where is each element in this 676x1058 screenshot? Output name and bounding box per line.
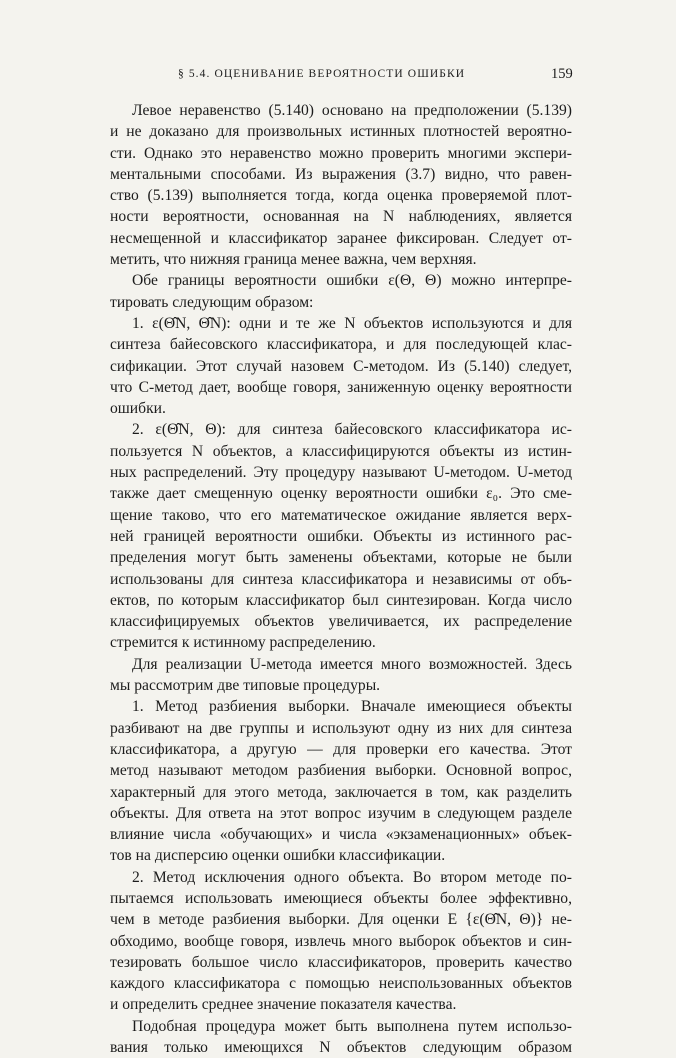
text-line: ментальными способами. Из выражения (3.7) видно, что равен- — [110, 165, 572, 183]
paragraph — [88, 270, 572, 313]
text-line: и определить среднее значение показателя качества. — [110, 996, 457, 1014]
text-line: 2. ε(Θ̂N, Θ): для синтеза байесовского классификатора ис- — [132, 421, 572, 439]
page-body — [88, 100, 572, 1058]
text-line: использованы для синтеза классификатора и независимы от объ- — [110, 570, 572, 588]
text-line: мы рассмотрим две типовые процедуры. — [110, 677, 381, 695]
text-line: сти. Однако это неравенство можно проверить многими экспери- — [110, 144, 572, 162]
paragraph — [88, 100, 572, 270]
text-line: тировать следующим образом: — [110, 293, 314, 311]
paragraph — [88, 867, 572, 1016]
text-line: ней границей вероятности ошибки. Объекты из истинного рас- — [110, 527, 572, 545]
text-line: ство (5.139) выполняется тогда, когда оценка проверяемой плот- — [110, 187, 572, 205]
text-line: щение таково, что его математическое ожидание является верх- — [110, 506, 572, 524]
text-line: метод называют методом разбиения выборки. Основной вопрос, — [110, 762, 572, 780]
text-line: Обе границы вероятности ошибки ε(Θ, Θ) можно интерпре- — [132, 272, 572, 290]
text-line: несмещенной и классификатор заранее фиксирован. Следует от- — [110, 229, 572, 247]
text-line: также дает смещенную оценку вероятности ошибки ε₀. Это сме- — [110, 485, 572, 503]
text-line: и не доказано для произвольных истинных плотностей вероятно- — [110, 123, 572, 141]
text-line: ных распределений. Эту процедуру называют U-методом. U-метод — [110, 464, 572, 482]
text-line: стремится к истинному распределению. — [110, 634, 376, 652]
running-head: § 5.4. ОЦЕНИВАНИЕ ВЕРОЯТНОСТИ ОШИБКИ — [178, 68, 466, 80]
text-line: синтеза байесовского классификатора, и для последующей клас- — [110, 336, 572, 354]
text-line: Подобная процедура может быть выполнена путем использо- — [132, 1017, 572, 1035]
text-line: пределения могут быть заменены объектами, которые не были — [110, 549, 572, 567]
text-line: классифицируемых объектов увеличивается, их распределение — [110, 613, 572, 631]
text-line: каждого классификатора с помощью неиспользованных объектов — [110, 975, 572, 993]
text-line: 2. Метод исключения одного объекта. Во втором методе по- — [132, 868, 572, 886]
paragraph — [88, 654, 572, 697]
text-line: 1. ε(Θ̂N, Θ̂N): одни и те же N объектов используются и для — [132, 314, 572, 332]
text-line: метить, что нижняя граница менее важна, чем верхняя. — [110, 251, 477, 269]
text-line: пользуется N объектов, а классифицируются объекты из истин- — [110, 442, 572, 460]
text-line: ошибки. — [110, 400, 166, 418]
paragraph — [88, 313, 572, 419]
paragraph — [88, 1016, 572, 1058]
text-line: что С-метод дает, вообще говоря, заниженную оценку вероятности — [110, 378, 572, 396]
text-line: влияние числа «обучающих» и числа «экзаменационных» объек- — [110, 826, 572, 844]
page-number: 159 — [551, 66, 573, 82]
text-line: пытаемся использовать имеющиеся объекты более эффективно, — [110, 889, 572, 907]
text-line: разбивают на две группы и используют одну из них для синтеза — [110, 719, 572, 737]
text-line: ектов, по которым классификатор был синтезирован. Когда число — [110, 591, 572, 609]
text-line: классификатора, а другую — для проверки его качества. Этот — [110, 740, 572, 758]
text-line: тов на дисперсию оценки ошибки классификации. — [110, 847, 446, 865]
paragraph — [88, 696, 572, 866]
text-line: объекты. Для ответа на этот вопрос изучим в следующем разделе — [110, 804, 572, 822]
text-line: Левое неравенство (5.140) основано на предположении (5.139) — [132, 102, 572, 119]
text-line: обходимо, вообще говоря, извлечь много выборок объектов и син- — [110, 932, 572, 950]
text-line: ности вероятности, основанная на N наблюдениях, является — [110, 208, 572, 226]
paragraph — [88, 419, 572, 653]
text-line: характерный для этого метода, заключается в том, как разделить — [110, 783, 572, 801]
text-line: 1. Метод разбиения выборки. Вначале имеющиеся объекты — [132, 698, 572, 716]
page-header — [0, 64, 676, 86]
text-line: вания только имеющихся N объектов следующим образом — [110, 1039, 572, 1057]
text-line: Для реализации U-метода имеется много возможностей. Здесь — [132, 655, 572, 673]
text-line: чем в методе разбиения выборки. Для оценки E {ε(Θ̂N, Θ)} не- — [110, 911, 572, 929]
text-line: сификации. Этот случай назовем С-методом. Из (5.140) следует, — [110, 357, 572, 375]
text-line: тезировать большое число классификаторов, проверить качество — [110, 953, 572, 971]
